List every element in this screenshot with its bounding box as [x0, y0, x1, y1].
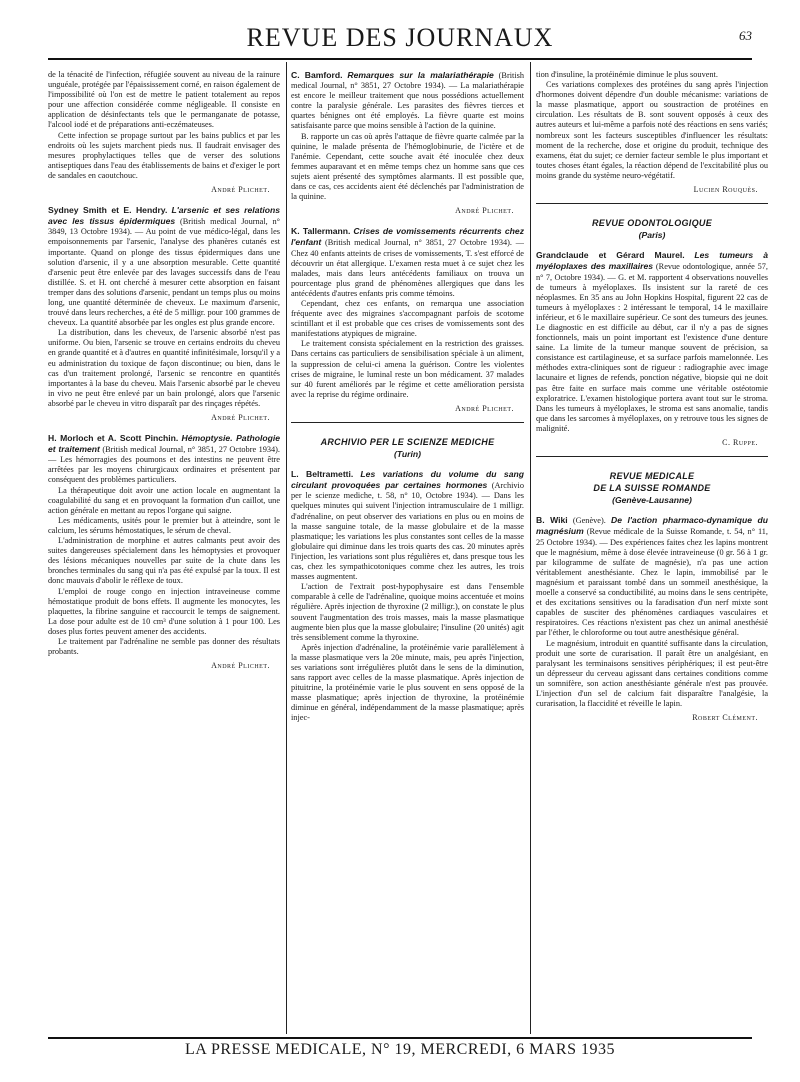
column-left: [48, 70, 280, 1030]
header-rule: [48, 58, 752, 60]
author-signature: André Plichet.: [455, 206, 514, 216]
article-title: Remarques sur la malariathérapie: [347, 70, 494, 80]
paragraph: Le traitement consista spécialement en la restriction des graisses. Dans certains cas particuliers de sensibilisation spéciale à un aliment, la suppression de celui-ci amena la guérison. Contre les violentes crises de migraine, le luminal reste un bon médicament. 37 malades sur 40 furent améliorés par le régime et cette amélioration persista avec la reprise du régime ordinaire.: [291, 339, 524, 399]
article-title: Les variations du volume du sang circulant provoquées par certaines hormones: [291, 469, 524, 491]
author-signature: Robert Clément.: [692, 713, 758, 723]
article-body: (Revue odontologique, année 57, n° 7, Octobre 1934). — G. et M. rapportent 4 observations nouvelles de tumeurs à myéloplaxes. Ils insistent sur la rareté de ces néoplasmes. En 35 ans au John Hopkins Hospital, figurent 22 cas de tumeurs à myéloplaxes : 2 intéressant le temporal, 14 le maxillaire inférieur, et 6 le maxillaire supérieur. Ce sont des tumeurs des jeunes. Le diagnostic en est difficile au début, car il n'y a pas de signes fonctionnels, mais un point important est l'existence d'une denture saine. La limite de la tumeur manque souvent de précision, sa consistance est cartilagineuse, et sa surface parfois mamelonnée. Les méthodes extra-cliniques sont de rigueur : radiographie avec image lacunaire et lignes de refends, ponction négative, biopsie qui ne doit pas être faite en surface mais comme une véritable ostéotomie exploratrice. L'examen histologique portera avant tout sur le stroma. Dans les tumeurs à myéloplaxes, le stroma est sans anomalie, tandis que dans les sarcomes à myéloplaxes, on y retrouve tous les signes de malignité.: [536, 262, 768, 433]
article-authors: K. Tallermann.: [291, 226, 351, 237]
article-heading: [291, 226, 524, 299]
article-authors: Sydney Smith et E. Hendry.: [48, 205, 168, 216]
section-title: REVUE MEDICALE: [609, 471, 695, 482]
paragraph: L'administration de morphine et autres calmants peut avoir des suites dangereuses spécialement dans les hémoptysies et provoquer des lésions mécaniques nouvelles par suite de la chute dans les bronches terminales du sang qui n'a pas été expulsé par la toux. Il est donc mauvais d'abolir le réflexe de toux.: [48, 536, 280, 586]
article-heading: [536, 515, 768, 638]
article-heading: [291, 70, 524, 132]
paragraph: de la ténacité de l'infection, réfugiée souvent au niveau de la rainure unguéale, protégée par l'épaississement corné, en raison également de l'impossibilité où l'on est de mettre le patient totalement au repos pour une affection considérée comme négligeable. Il consiste en application de désinfectants tels que le permanganate de potasse, l'alcool iodé et de préparations anti-eczémateuses.: [48, 70, 280, 130]
section-title: REVUE ODONTOLOGIQUE: [591, 218, 713, 229]
section-title: ARCHIVIO PER LE SCIENZE MEDICHE: [320, 437, 495, 447]
article-title: De l'action pharmaco-dynamique du magnésium: [536, 515, 768, 537]
article-heading: [48, 205, 280, 328]
paragraph: La distribution, dans les cheveux, de l'arsenic absorbé n'est pas uniforme. Ou bien, l'arsenic se trouve en certains endroits du cheveu en grande quantité et à d'autres en quantité infinitésimale, lorsqu'il y a eu administration du toxique de façon discontinue; ou bien, dans le cas d'un traitement prolongé, l'arsenic se rencontre en quantités importantes à la base du cheveu. Mais l'arsenic absorbé par le cheveu in vivo ne peut être enlevé par un bain prolongé, alors que l'arsenic absorbé par le cheveu in vitro disparaît par des rinçages répétés.: [48, 328, 280, 408]
article-title: Hémoptysie. Pathologie et traitement: [48, 433, 280, 455]
page-footer: LA PRESSE MEDICALE, N° 19, MERCREDI, 6 MARS 1935: [185, 1041, 615, 1058]
article-title: Les tumeurs à myéloplaxes des maxillaires: [536, 250, 768, 272]
column-divider: [530, 62, 531, 1034]
article-body: (Revue médicale de la Suisse Romande, t. 54, n° 11, 25 Octobre 1934). — Des expériences faites chez les lapins montrent que le magnésium, même à dose élevée intraveineuse (0 gr. 56 à 1 gr. par kilogramme de sulfate de magnésie), n'a pas une action véritablement anesthésiante. Chez le lapin, immobilisé par le magnésium et paraissant tombé dans un sommeil anesthésique, la moelle a conservé sa conductibilité, au moins dans le sens centripète, et des excitations sensitives ou la faradisation d'un nerf mixte sont capables de susciter des phénomènes cardiaques vasculaires et respiratoires. Ces réactions n'existent pas chez un animal anesthésié par l'éther, le chloroforme ou tout autre anesthésique général.: [536, 527, 768, 638]
article-title: L'arsenic et ses relations avec les tissus épidermiques: [48, 205, 280, 227]
paragraph: L'action de l'extrait post-hypophysaire est dans l'ensemble comparable à celle de l'adrénaline, quoique moins accentuée et moins régulière. Après injection de thyroxine (2 milligr.), on constate le plus souvent l'augmentation des trois masses, mais la masse plasmatique augmente bien plus que la masse globulaire; l'insuline (20 unités) agit très sensiblement comme la thyroxine.: [291, 582, 524, 642]
author-signature: André Plichet.: [211, 413, 270, 422]
author-signature: André Plichet.: [211, 185, 270, 195]
author-signature: Lucien Rouquès.: [693, 185, 758, 195]
paragraph: B. rapporte un cas où après l'attaque de fièvre quarte calmée par la quinine, le malade présenta de l'hémoglobinurie, de l'ictère et de l'anémie. Cependant, cette souche avait été inoculée chez deux femmes auparavant et en même temps chez un homme sans que ces sujets aient présenté des symptômes alarmants. Il est possible que, dans ce cas, ces accidents aient été déclenchés par l'administration de la quinine.: [291, 131, 524, 202]
paragraph: Cette infection se propage surtout par les bains publics et par les endroits où les sujets marchent pieds nus. Il faudrait envisager des mesures prophylactiques telles que de verser des solutions antiseptiques dans l'eau des établissements de bains et d'exiger le port de sandales en caoutchouc.: [48, 130, 280, 180]
article-title: Crises de vomissements récurrents chez l'enfant: [291, 226, 524, 248]
paragraph: Le traitement par l'adrénaline ne semble pas donner des résultats probants.: [48, 636, 280, 657]
author-signature: C. Ruppe.: [722, 438, 758, 447]
article-authors: L. Beltrametti.: [291, 469, 354, 480]
article-heading: [291, 469, 524, 582]
paragraph: Cependant, chez ces enfants, on remarqua une association fréquente avec des migraines s'accompagnant parfois de scotome scintillant et il est probable que ces crises de vomissements sont des manifestations atypiques de migraine.: [291, 298, 524, 339]
section-divider: [536, 203, 768, 204]
article-body: (Archivio per le scienze mediche, t. 58, n° 10, Octobre 1934). — Dans les quelques minutes qui suivent l'injection intramusculaire de 1 milligr. d'adrénaline, on peut observer des variations en plus ou en moins de la masse sanguine totale, de la masse globulaire et de la masse plasmatique; les variations les plus constantes sont celles de la masse globulaire qui diminue dans les trois quarts des cas. 20 minutes après l'injection, les variations sont plus régulières et, dans presque tous les cas, chez les sympathicotoniques comme chez les autres, les trois masses augmentent.: [291, 481, 524, 582]
section-divider: [536, 456, 768, 457]
paragraph: La thérapeutique doit avoir une action locale en augmentant la coagulabilité du sang et en provoquant la formation d'un caillot, une action générale en mettant au repos l'organe qui saigne.: [48, 485, 280, 515]
author-signature: André Plichet.: [211, 661, 270, 671]
section-city: (Paris): [638, 230, 666, 241]
article-authors: C. Bamford.: [291, 70, 343, 80]
paragraph: Le magnésium, introduit en quantité suffisante dans la circulation, produit une sorte de curarisation. Il paraît être un analgésiant, en paralysant les terminaisons sensitives périphériques; il est peut-être un dépresseur du cerveau agissant dans certaines conditions comme un somnifère, son action anesthésiante générale n'est pas prouvée. L'injection d'un sel de calcium fait disparaître l'analgésie, la curarisation, la flaccidité et réveille le lapin.: [536, 638, 768, 709]
article-heading: [536, 250, 768, 434]
article-body: (British medical Journal, n° 3849, 13 Octobre 1934). — Au point de vue médico-légal, dans les empoisonnements par l'arsenic, l'analyse des phanères cutanés est importante. Quand on plonge des tissus épidermiques dans une solution d'arsenic, il y a une absorption mesurable. Cette quantité d'arsenic peut être enlevée par des lavages successifs dans de l'eau distillée. S. et H. ont cherché à mesurer cette absorption en faisant tremper dans des solutions d'arsenic, pendant un temps plus ou moins long, une quantité déterminée de cheveux. Le maximum d'arsenic, trouvé dans leurs recherches, a été de 5 milligr. pour 100 grammes de cheveux. La quantité absorbée par les ongles est plus grande encore.: [48, 217, 280, 328]
paragraph: tion d'insuline, la protéinémie diminue le plus souvent.: [536, 70, 718, 79]
page-header: [48, 22, 752, 54]
column-right: [536, 70, 768, 1030]
section-divider: [291, 422, 524, 423]
article-body: (British medical Journal, n° 3851, 27 Octobre 1934). — La malariathérapie est encore le meilleur traitement que nous possédions actuellement contre la paralysie générale. Les parasites des fièvres tierces et quartes bénignes ont été employés. La fièvre quarte est moins satisfaisante parce que moins sensible à l'action de la quinine.: [291, 71, 524, 131]
article-body: (British medical Journal, n° 3851, 27 Octobre 1934). — Chez 40 enfants atteints de crises de vomissements, T. s'est efforcé de découvrir un état allergique. L'examen resta muet à ce sujet chez les malades, mais dans leurs antécédents familiaux on trouva un pourcentage plus grand de phénomènes allergiques que dans les antécédents d'autres enfants pris comme témoins.: [291, 238, 524, 298]
article-heading: [48, 433, 280, 485]
article-authors: Grandclaude et Gérard Maurel.: [536, 250, 685, 261]
paragraph: Ces variations complexes des protéines du sang après l'injection d'hormones doivent dépendre d'un double mécanisme: variations de la masse plasmatique, apport ou soustraction de protéines en circulation. Les résultats de B. sont souvent opposés à ceux des autres auteurs et lui-même a parfois noté des réactions en sens variés; nombreux sont les facteurs susceptibles d'influencer les résultats: moment de la recherche, dose et origine du produit, technique des examens, état du sujet; ce dernier facteur semble le plus important et toutes choses étant égales, la réaction dépend de l'excitabilité plus ou moins grande du système neuro-végétatif.: [536, 80, 768, 180]
article-body: (British medical Journal, n° 3851, 27 Octobre 1934). — Les hémorragies des poumons et des intestins ne peuvent être arrêtées par les moyens chirurgicaux ordinaires et présentent par conséquent des problèmes particuliers.: [48, 445, 280, 485]
footer-rule: [48, 1037, 752, 1039]
article-authors: H. Morloch et A. Scott Pinchin.: [48, 433, 179, 444]
article-authors: B. Wiki: [536, 515, 568, 526]
journal-section-title: REVUE DES JOURNAUX: [246, 23, 554, 52]
section-title-line2: DE LA SUISSE ROMANDE: [593, 483, 711, 494]
section-city: (Turin): [393, 449, 422, 460]
page-number: 63: [739, 28, 752, 43]
column-middle: [291, 70, 524, 1030]
section-city: (Genève-Lausanne): [612, 495, 692, 506]
paragraph: L'emploi de rouge congo en injection intraveineuse comme hémostatique produit de bons effets. Il augmente les monocytes, les plaquettes, la fibrine sanguine et raccourcit le temps de saignement. La dose pour adulte est de 10 cm³ d'une solution à 1 pour 100. Les doses plus fortes peuvent amener des accidents.: [48, 586, 280, 636]
paragraph: Les médicaments, usités pour le premier but à atteindre, sont le calcium, les sérums hémostatiques, le sérum de cheval.: [48, 515, 280, 535]
author-city: (Genève).: [572, 516, 606, 526]
paragraph: Après injection d'adrénaline, la protéinémie varie parallèlement à la masse plasmatique vers la 20e minute, mais, peu après l'injection, ses variations sont irrégulières plutôt dans le sens de la diminution, sans rapport avec celles de la masse plasmatique. Après injection de pituitrine, la protéinémie varie le plus souvent en sens opposé de la masse plasmatique; après injection de thyroxine, la protéinémie diminue en général, indépendamment de la masse plasmatique; après injec-: [291, 642, 524, 723]
author-signature: André Plichet.: [455, 403, 514, 413]
column-divider: [286, 62, 287, 1034]
